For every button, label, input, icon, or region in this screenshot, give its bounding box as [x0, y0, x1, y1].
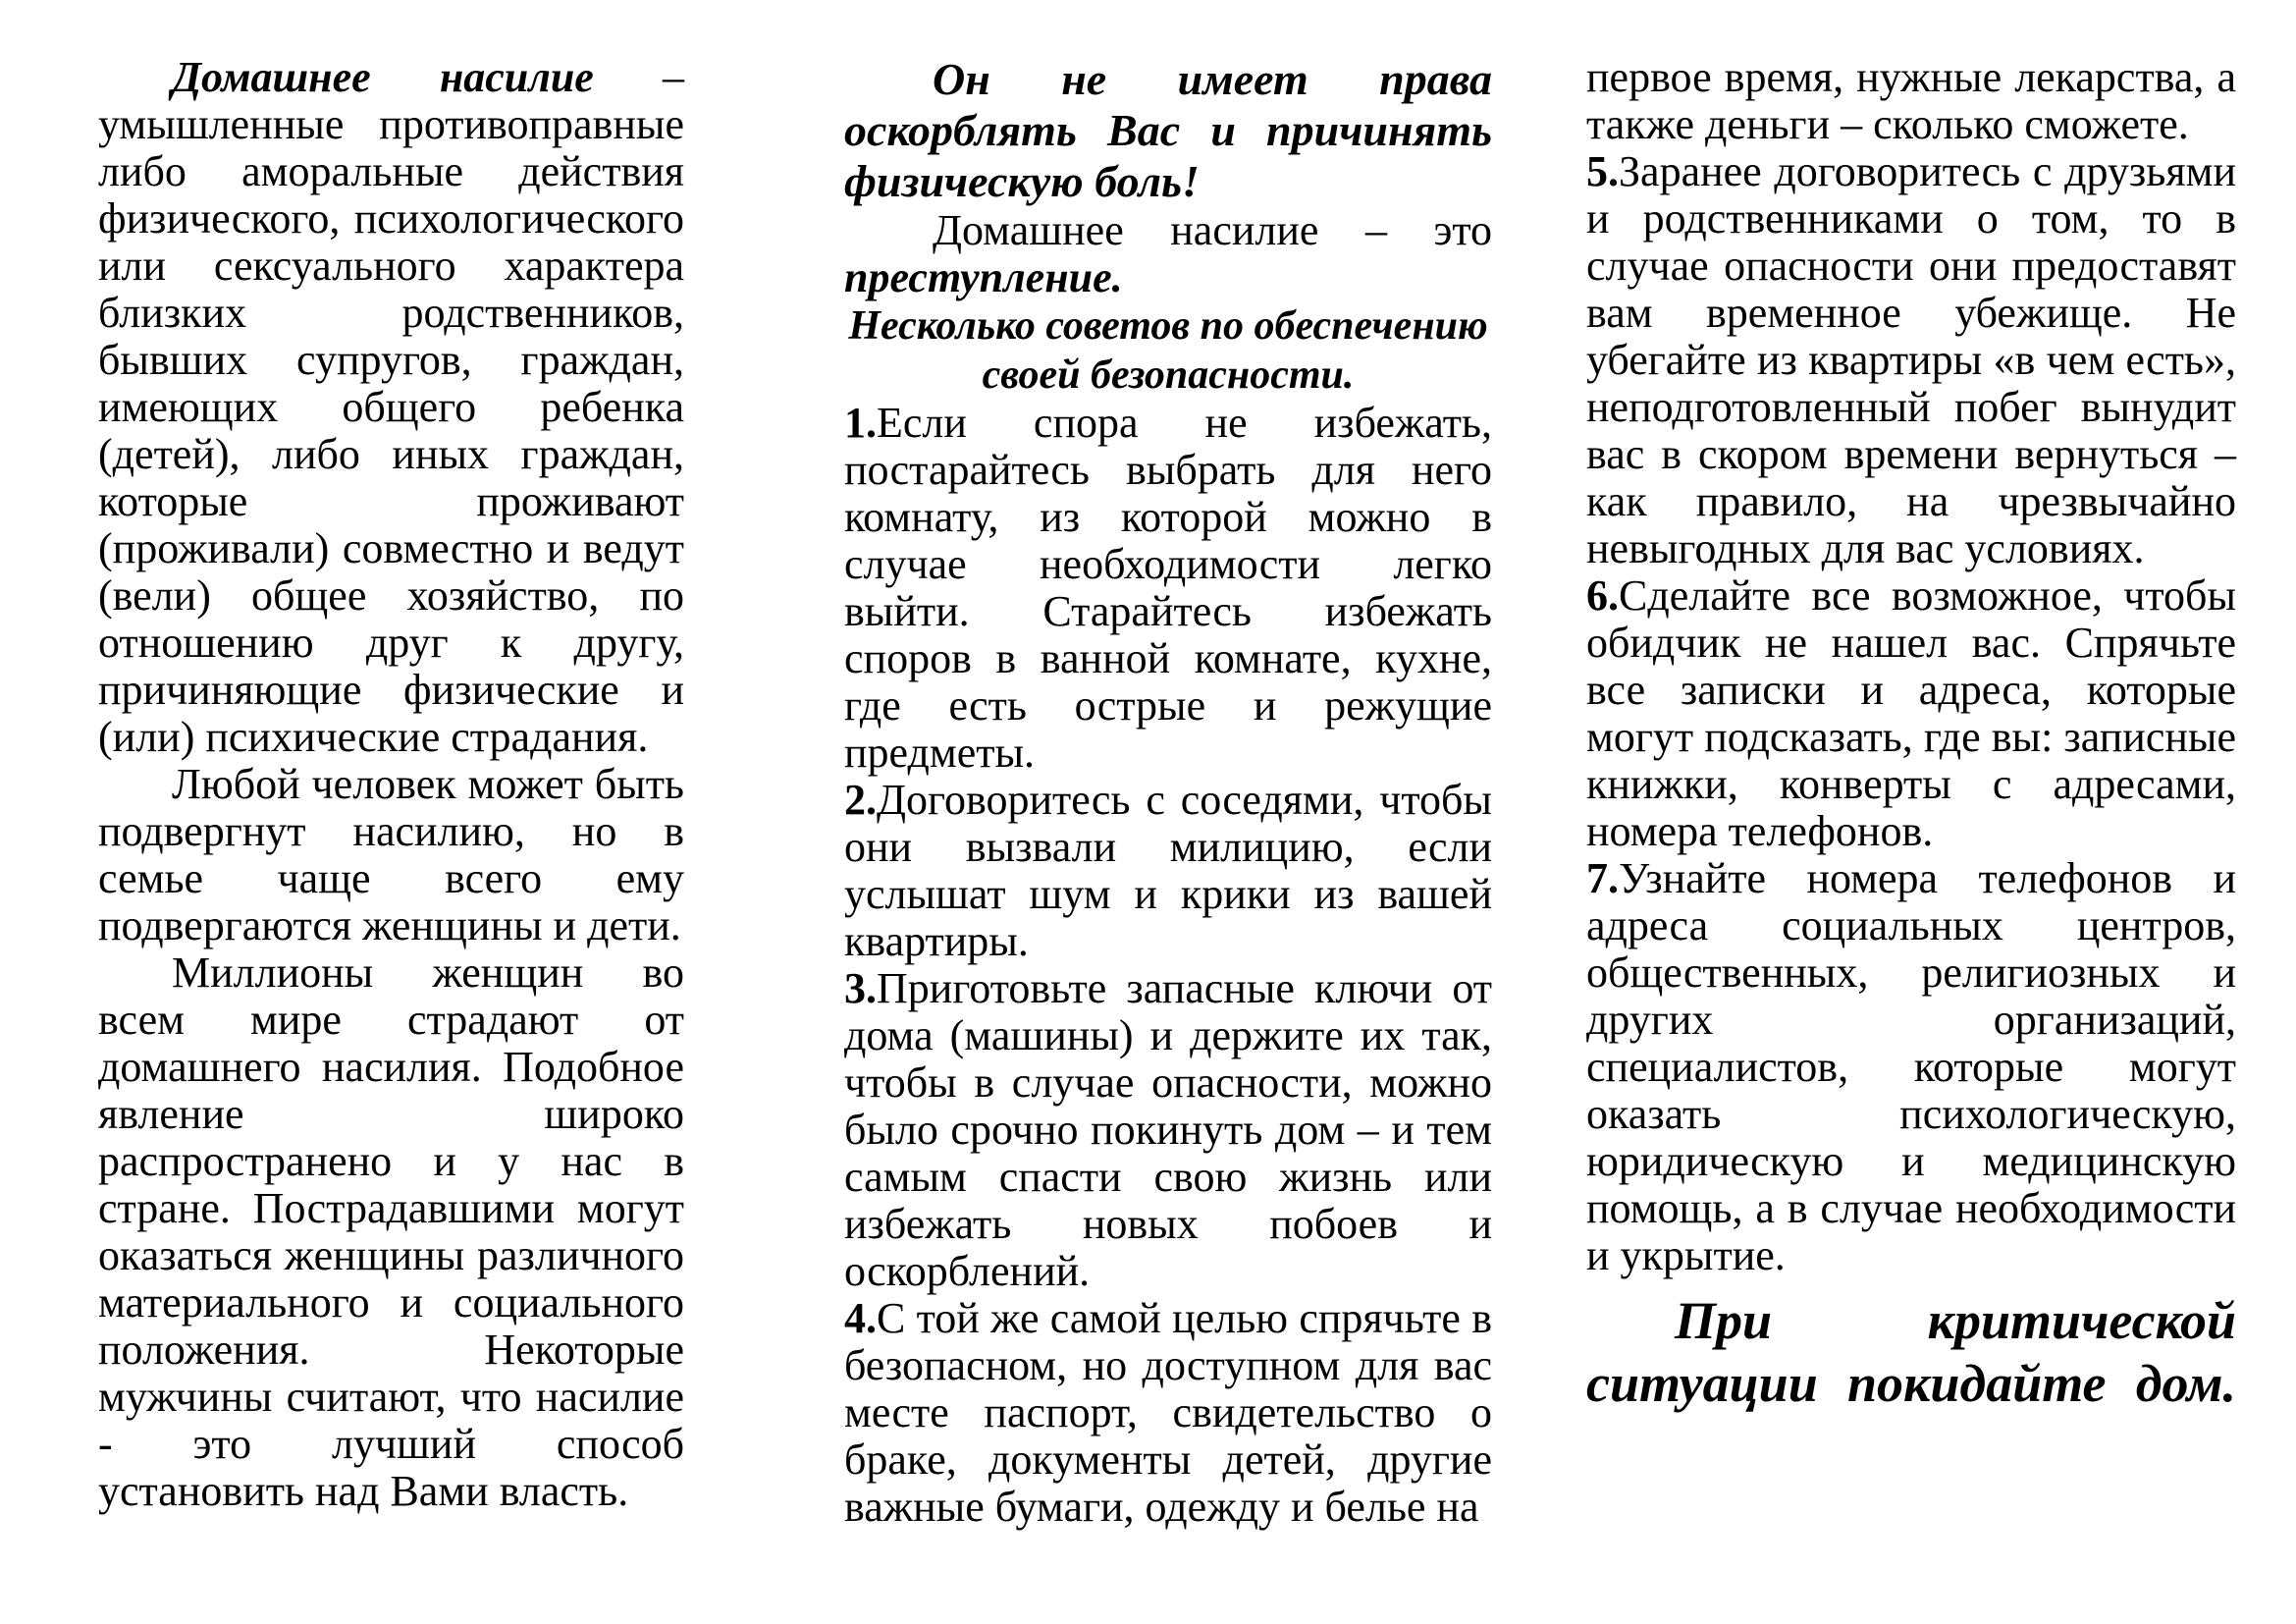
tip-2-text: Договоритесь с соседями, чтобы они вызвали милицию, если услышат шум и крики из вашей квартиры. [844, 776, 1492, 965]
tip-4-number: 4. [844, 1294, 877, 1342]
tip-3-text: Приготовьте запасные ключи от дома (машины) и держите их так, чтобы в случае опасности, можно было срочно покинуть дом – и тем самым спасти свою жизнь или избежать новых побоев и оскорблений. [844, 964, 1492, 1295]
column-2 [844, 54, 1492, 1531]
final-warning: При критической ситуации покидайте дом. [1586, 1291, 2236, 1413]
tip-item-5 [1586, 148, 2236, 572]
tip-6-text: Сделайте все возможное, чтобы обидчик не нашел вас. Спрячьте все записки и адреса, которые могут подсказать, где вы: записные книжки, конверты с адресами, номера телефонов. [1586, 571, 2236, 855]
definition-paragraph [98, 54, 684, 761]
tip-5-text: Заранее договоритесь с друзьями и родственниками о том, то в случае опасности они предоставят вам временное убежище. Не убегайте из квартиры «в чем есть», неподготовленный побег вынудит вас в скором времени вернуться – как правило, на чрезвычайно невыгодных для вас условиях. [1586, 147, 2236, 572]
tip-item-7 [1586, 855, 2236, 1279]
tip-3-number: 3. [844, 964, 877, 1012]
crime-statement-emphasis: преступление. [844, 253, 1123, 301]
crime-statement-lead: Домашнее насилие – это [933, 206, 1492, 254]
tip-1-number: 1. [844, 399, 877, 447]
tip-item-4 [844, 1295, 1492, 1531]
tip-7-number: 7. [1586, 854, 1619, 902]
no-right-heading: Он не имеет права оскорблять Вас и причинять физическую боль! [844, 54, 1492, 206]
statistics-paragraph: Миллионы женщин во всем мире страдают от домашнего насилия. Подобное явление широко распространено и у нас в стране. Пострадавшими могут оказаться женщины различного материального и социального положения. Некоторые мужчины считают, что насилие - это лучший способ установить над Вами власть. [98, 948, 684, 1515]
safety-tips-title: Несколько советов по обеспечению своей безопасности. [848, 303, 1488, 398]
tip-4-text: С той же самой целью спрячьте в безопасном, но доступном для вас месте паспорт, свидетельство о браке, документы детей, другие важные бумаги, одежду и белье на [844, 1294, 1492, 1531]
column-3 [1586, 54, 2236, 1415]
tip-2-number: 2. [844, 776, 877, 824]
column-1 [98, 54, 684, 1515]
tip-1-text: Если спора не избежать, постарайтесь выбрать для него комнату, из которой можно в случае необходимости легко выйти. Старайтесь избежать споров в ванной комнате, кухне, где есть острые и режущие предметы. [844, 399, 1492, 777]
tip-5-number: 5. [1586, 147, 1619, 195]
tip-item-1 [844, 400, 1492, 777]
crime-statement [844, 207, 1492, 301]
definition-term: Домашнее насилие [172, 53, 594, 101]
tip-4-continuation: первое время, нужные лекарства, а также деньги – сколько сможете. [1586, 53, 2236, 148]
tip-item-2 [844, 777, 1492, 965]
definition-text: – умышленные противоправные либо аморальные действия физического, психологического или сексуального характера близких родственников, бывших супругов, граждан, имеющих общего ребенка (детей), либо иных граждан, которые проживают (проживали) совместно и ведут (вели) общее хозяйство, по отношению друг к другу, причиняющие физические и (или) психические страдания. [98, 53, 685, 761]
victims-paragraph: Любой человек может быть подвергнут насилию, но в семье чаще всего ему подвергаются женщины и дети. [98, 760, 684, 949]
tip-6-number: 6. [1586, 571, 1619, 620]
tip-7-text: Узнайте номера телефонов и адреса социальных центров, общественных, религиозных и других организаций, специалистов, которые могут оказать психологическую, юридическую и медицинскую помощь, а в случае необходимости и укрытие. [1586, 854, 2236, 1279]
tip-item-6 [1586, 572, 2236, 855]
tip-item-3 [844, 965, 1492, 1295]
